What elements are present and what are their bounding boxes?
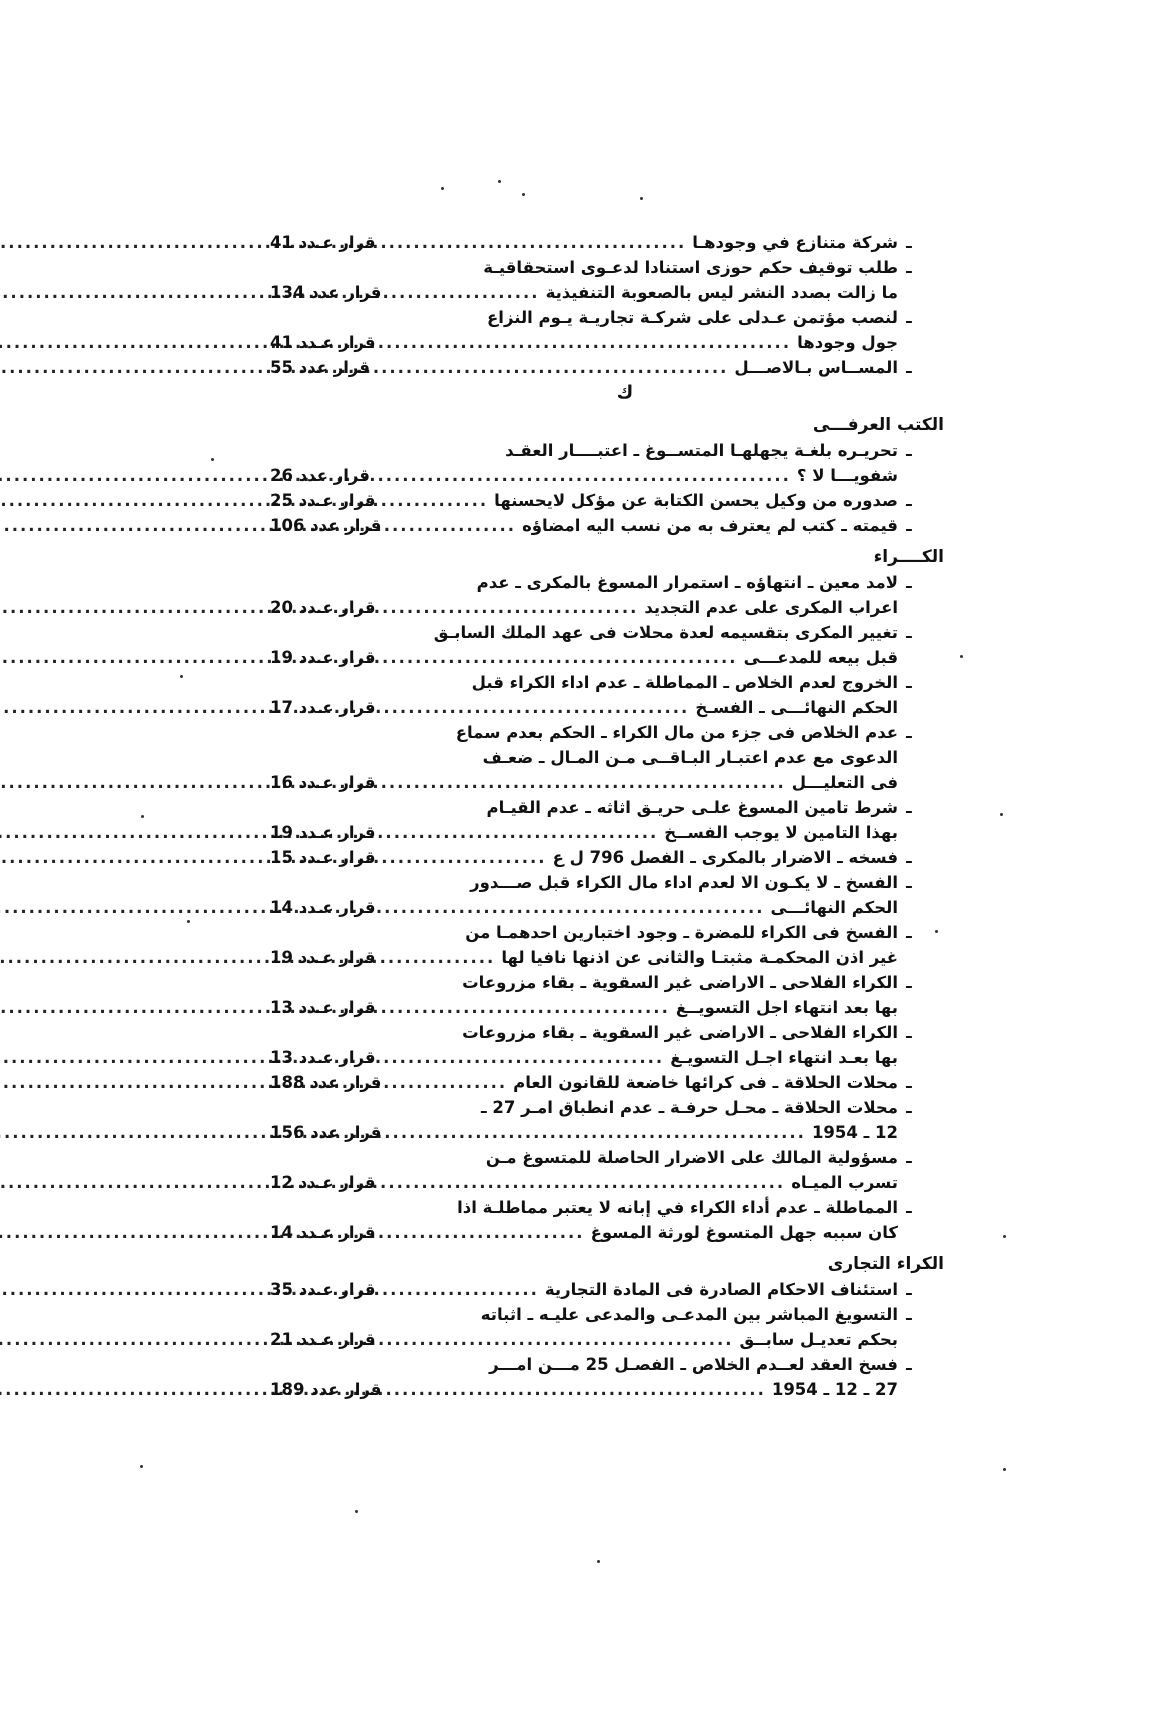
scan-speck	[960, 655, 963, 658]
entry-text: الكراء الفلاحى ـ الاراضى غير السقوية ـ بقاء مزروعات	[462, 1023, 898, 1042]
decision-ref: قرار عـدد 14	[270, 898, 376, 917]
section-letter: ك	[616, 382, 634, 403]
entry-line	[270, 1020, 920, 1045]
entry-line	[270, 1220, 920, 1245]
leader-dots	[387, 280, 539, 305]
scan-speck	[935, 930, 938, 933]
scan-speck	[1003, 1235, 1006, 1238]
index-entry	[270, 438, 920, 488]
leader-dots	[382, 995, 670, 1020]
entry-text: 12 ـ 1954	[811, 1123, 898, 1142]
decision-ref: قرار عـدد 15	[270, 848, 376, 867]
entry-bullet: ـ	[906, 798, 912, 817]
entry-bullet: ـ	[906, 673, 912, 692]
index-entry	[270, 1020, 920, 1070]
index-entry	[270, 1195, 920, 1245]
leader-dots	[387, 1377, 765, 1402]
entry-bullet: ـ	[906, 358, 912, 377]
entry-text: بها بعـد انتهاء اجـل التسويـغ	[670, 1048, 898, 1067]
entry-text: عدم الخلاص فى جزء من مال الكراء ـ الحكم بعدم سماع	[455, 723, 898, 742]
decision-ref: قرار عدد 55	[270, 358, 370, 377]
decision-ref: قرار عـدد 16	[270, 773, 376, 792]
scan-speck	[187, 920, 190, 923]
index-entry	[270, 845, 920, 870]
index-entry	[270, 620, 920, 670]
entry-line	[270, 870, 920, 895]
index-entry	[270, 870, 920, 920]
entry-text: لنصب مؤتمن عـدلى على شركـة تجاريـة يـوم النزاع	[487, 308, 898, 327]
entry-text: المماطلة ـ عدم أداء الكراء في إبانه لا يعتبر مماطلـة اذا	[457, 1198, 898, 1217]
entry-bullet: ـ	[906, 1355, 912, 1374]
decision-ref: قرار عدد 188	[270, 1073, 382, 1092]
scan-speck	[140, 1465, 143, 1468]
index-entry	[270, 720, 920, 795]
leader-dots	[376, 463, 791, 488]
index-entry	[270, 1302, 920, 1352]
entry-text: الحكم النهائـــى ـ الفسـخ	[695, 698, 898, 717]
entry-text: الفسخ فى الكراء للمضرة ـ وجود اختبارين احدهمـا من	[465, 923, 898, 942]
entry-text: تغيير المكرى بتقسيمه لعدة محلات فى عهد الملك السابـق	[433, 623, 898, 642]
entry-line	[270, 720, 920, 745]
entry-line	[270, 305, 920, 330]
leader-dots	[382, 1277, 539, 1302]
entry-line	[270, 745, 920, 770]
entry-text: فى التعليـــل	[791, 773, 898, 792]
entry-text: جول وجودها	[797, 333, 898, 352]
entry-text: شرط تامين المسوغ علـى حريـق اثاثه ـ عدم القيـام	[486, 798, 898, 817]
decision-ref: قرار عـدد 35	[270, 1280, 376, 1299]
entry-text: كان سببه جهل المتسوغ لورثة المسوغ	[590, 1223, 898, 1242]
entry-text: استئناف الاحكام الصادرة فى المادة التجارية	[544, 1280, 898, 1299]
entry-bullet: ـ	[906, 723, 912, 742]
index-entry	[270, 1095, 920, 1145]
leader-dots	[387, 513, 516, 538]
entry-bullet: ـ	[906, 491, 912, 510]
section-heading: الكــــراء	[873, 547, 944, 567]
entry-line	[270, 820, 920, 845]
index-entry	[270, 795, 920, 845]
entry-line	[270, 463, 920, 488]
entry-text: بحكم تعديـل سابــق	[739, 1330, 898, 1349]
entry-text: بها بعد انتهاء اجل التسويــغ	[675, 998, 898, 1017]
decision-ref: قرار عـدد 14	[270, 1223, 376, 1242]
entry-line	[270, 1145, 920, 1170]
entry-bullet: ـ	[906, 1198, 912, 1217]
section-heading: الكتب العرفـــى	[812, 415, 944, 435]
entry-line	[270, 1302, 920, 1327]
entry-bullet: ـ	[906, 1073, 912, 1092]
entry-text: المســاس بـالاصـــل	[734, 358, 898, 377]
decision-ref: قرار عدد 189	[270, 1380, 382, 1399]
entry-bullet: ـ	[906, 1023, 912, 1042]
decision-ref: قرار عـدد 21	[270, 1330, 376, 1349]
index-entry	[270, 1277, 920, 1302]
entry-text: الخروج لعدم الخلاص ـ المماطلة ـ عدم اداء الكراء قبل	[471, 673, 898, 692]
decision-ref: قرار عدد 156	[270, 1123, 382, 1142]
entry-line	[270, 1195, 920, 1220]
entry-line	[270, 1327, 920, 1352]
entry-line	[270, 620, 920, 645]
leader-dots	[382, 330, 792, 355]
index-entry	[270, 670, 920, 720]
index-entry	[270, 355, 920, 380]
entry-line	[270, 570, 920, 595]
entry-text: الكراء الفلاحى ـ الاراضى غير السقوية ـ بقاء مزروعات	[462, 973, 898, 992]
entry-text: الفسخ ـ لا يكـون الا لعدم اداء مال الكراء قبل صـــدور	[470, 873, 898, 892]
index-entry	[270, 1070, 920, 1095]
entry-bullet: ـ	[906, 573, 912, 592]
entry-line	[270, 770, 920, 795]
entry-text: قبل بيعه للمدعـــى	[743, 648, 898, 667]
decision-ref: قرار عـدد 19	[270, 648, 376, 667]
entry-text: بهذا التامين لا يوجب الفســخ	[664, 823, 898, 842]
entry-bullet: ـ	[906, 233, 912, 252]
leader-dots	[382, 1045, 665, 1070]
entry-line	[270, 845, 920, 870]
entry-text: ما زالت بصدد النشر ليس بالصعوبة التنفيذية	[545, 283, 898, 302]
entry-text: تسرب الميـاه	[791, 1173, 898, 1192]
entry-text: الحكم النهائـــى	[770, 898, 898, 917]
index-entry	[270, 488, 920, 513]
index-entry	[270, 570, 920, 620]
entry-bullet: ـ	[906, 1148, 912, 1167]
leader-dots	[382, 595, 639, 620]
decision-ref: قرار عدد 26	[270, 466, 370, 485]
leader-dots	[382, 945, 496, 970]
leader-dots	[387, 1120, 806, 1145]
entry-line	[270, 670, 920, 695]
entry-bullet: ـ	[906, 923, 912, 942]
entry-line	[270, 488, 920, 513]
scan-speck	[522, 193, 525, 196]
entry-line	[270, 1277, 920, 1302]
decision-ref: قرار عدد 106	[270, 516, 382, 535]
leader-dots	[382, 770, 786, 795]
scan-speck	[597, 1560, 600, 1563]
entry-bullet: ـ	[906, 1305, 912, 1324]
scan-speck	[640, 197, 643, 200]
leader-dots	[382, 1170, 786, 1195]
index-entry	[270, 305, 920, 355]
entry-line	[270, 1170, 920, 1195]
entry-line	[270, 1045, 920, 1070]
scan-speck	[498, 180, 501, 183]
entry-bullet: ـ	[906, 623, 912, 642]
entry-bullet: ـ	[906, 516, 912, 535]
entry-line	[270, 255, 920, 280]
entry-line	[270, 330, 920, 355]
entry-text: الدعوى مع عدم اعتبـار البـاقــى مـن المـال ـ ضعـف	[482, 748, 898, 767]
decision-ref: قرار عـدد 19	[270, 823, 376, 842]
leader-dots	[382, 1327, 734, 1352]
entry-line	[270, 595, 920, 620]
leader-dots	[382, 820, 659, 845]
entry-text: فسخه ـ الاضرار بالمكرى ـ الفصل 796 ل ع	[552, 848, 898, 867]
entry-text: شركة متنازع في وجودهـا	[692, 233, 898, 252]
decision-ref: قرار عـدد 20	[270, 598, 376, 617]
entry-bullet: ـ	[906, 258, 912, 277]
leader-dots	[382, 895, 765, 920]
index-entry	[270, 920, 920, 970]
leader-dots	[382, 230, 687, 255]
scan-speck	[141, 815, 144, 818]
entry-bullet: ـ	[906, 308, 912, 327]
entry-line	[270, 695, 920, 720]
entry-text: فسخ العقد لعــدم الخلاص ـ الفصـل 25 مـــن امـــر	[489, 1355, 898, 1374]
index-list	[270, 230, 944, 1402]
entry-line	[270, 1095, 920, 1120]
entry-line	[270, 1070, 920, 1095]
entry-line	[270, 945, 920, 970]
index-entry	[270, 513, 920, 538]
decision-ref: قرار عدد 134	[270, 283, 382, 302]
decision-ref: قرار عـدد 13	[270, 998, 376, 1017]
scan-speck	[355, 1510, 358, 1513]
entry-text: صدوره من وكيل يحسن الكتابة عن مؤكل لايحسنها	[494, 491, 898, 510]
leader-dots	[382, 488, 489, 513]
entry-line	[270, 995, 920, 1020]
entry-text: طلب توقيف حكم حوزى استنادا لدعـوى استحقاقيـة	[483, 258, 898, 277]
leader-dots	[376, 355, 728, 380]
entry-text: قيمته ـ كتب لم يعترف به من نسب اليه امضاؤه	[522, 516, 898, 535]
entry-line	[270, 920, 920, 945]
index-entry	[270, 1145, 920, 1195]
leader-dots	[382, 1220, 585, 1245]
decision-ref: قرار عـدد 12	[270, 1173, 376, 1192]
entry-line	[270, 970, 920, 995]
leader-dots	[382, 845, 547, 870]
entry-bullet: ـ	[906, 848, 912, 867]
decision-ref: قرار عـدد 13	[270, 1048, 376, 1067]
entry-text: محلات الحلاقة ـ محـل حرفـة ـ عدم انطباق امـر 27 ـ	[481, 1098, 898, 1117]
index-entry	[270, 1352, 920, 1402]
entry-line	[270, 1120, 920, 1145]
decision-ref: قرار عـدد 41	[270, 233, 376, 252]
entry-text: غير اذن المحكمـة مثبتـا والثانى عن اذنها نافيا لها	[501, 948, 898, 967]
entry-bullet: ـ	[906, 441, 912, 460]
entry-bullet: ـ	[906, 1280, 912, 1299]
entry-line	[270, 1352, 920, 1377]
entry-text: لامد معين ـ انتهاؤه ـ استمرار المسوغ بالمكرى ـ عدم	[476, 573, 898, 592]
scan-speck	[441, 187, 444, 190]
scan-speck	[1003, 1468, 1006, 1471]
index-entry	[270, 230, 920, 255]
entry-line	[270, 438, 920, 463]
index-entry	[270, 255, 920, 305]
entry-text: تحريـره بلغـة يجهلهـا المتســوغ ـ اعتبــــار العقـد	[505, 441, 898, 460]
entry-line	[270, 230, 920, 255]
scan-speck	[1000, 813, 1003, 816]
decision-ref: قرار عـدد 25	[270, 491, 376, 510]
entry-text: شفويـــا لا ؟	[796, 466, 898, 485]
leader-dots	[387, 1070, 507, 1095]
scan-speck	[211, 458, 214, 461]
index-entry	[270, 970, 920, 1020]
section-heading: الكراء التجارى	[827, 1254, 944, 1274]
entry-line	[270, 280, 920, 305]
leader-dots	[382, 695, 690, 720]
leader-dots	[382, 645, 738, 670]
entry-line	[270, 355, 920, 380]
entry-text: مسؤولية المالك على الاضرار الحاصلة للمتسوغ مـن	[485, 1148, 898, 1167]
entry-line	[270, 645, 920, 670]
entry-text: اعراب المكرى على عدم التجديد	[644, 598, 898, 617]
decision-ref: قرار عـدد 41	[270, 333, 376, 352]
entry-line	[270, 513, 920, 538]
decision-ref: قرار عـدد 19	[270, 948, 376, 967]
entry-text: محلات الحلاقة ـ فى كرائها خاضعة للقانون العام	[513, 1073, 898, 1092]
entry-bullet: ـ	[906, 873, 912, 892]
entry-line	[270, 895, 920, 920]
entry-bullet: ـ	[906, 1098, 912, 1117]
decision-ref: قرار عـدد 17	[270, 698, 376, 717]
entry-line	[270, 1377, 920, 1402]
entry-bullet: ـ	[906, 973, 912, 992]
entry-text: التسويغ المباشر بين المدعـى والمدعى عليـه ـ اثباته	[480, 1305, 898, 1324]
scan-speck	[180, 675, 183, 678]
entry-line	[270, 795, 920, 820]
entry-text: 27 ـ 12 ـ 1954	[771, 1380, 898, 1399]
